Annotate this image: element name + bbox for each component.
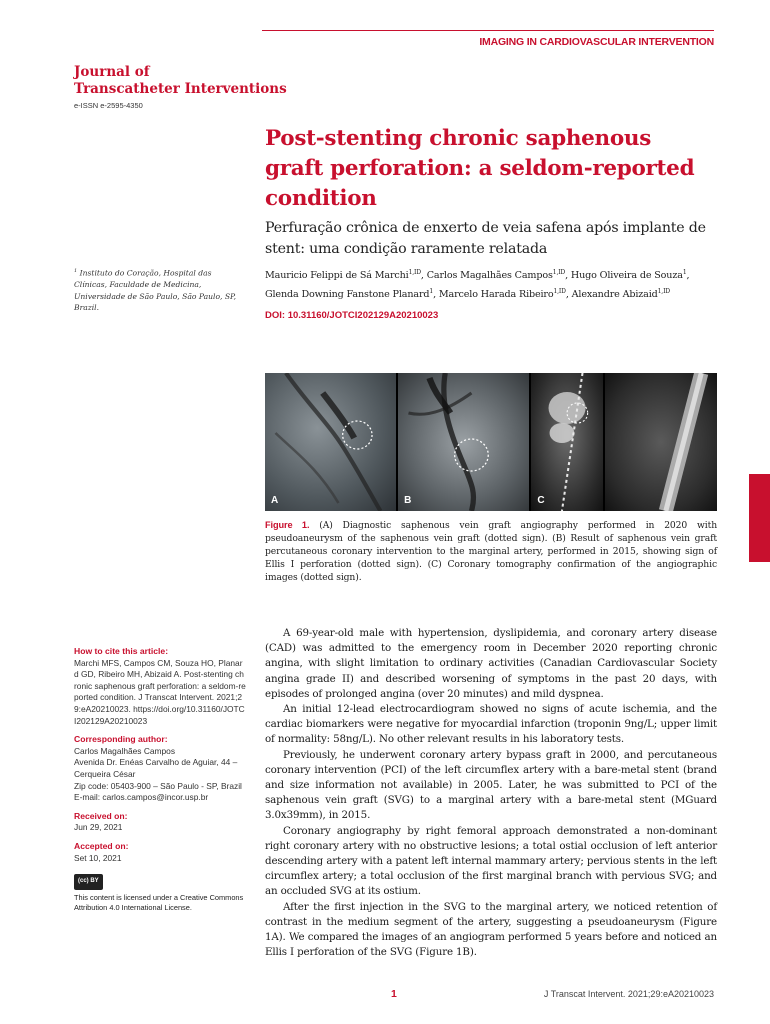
- author-name: Hugo Oliveira de Souza: [570, 270, 683, 282]
- body-paragraph: An initial 12-lead electrocardiogram showed no signs of acute ischemia, and the cardiac biomarkers were negative for myocardial infarction (troponin 9ng/L; upper limit of normality: 58ng/L). No other relevant results in his laboratory tests.: [265, 703, 717, 746]
- license-block: [74, 874, 246, 913]
- figure-caption-text: (A) Diagnostic saphenous vein graft angiography performed in 2020 with pseudoaneurysm of the saphenous vein graft (dotted sign). (B) Result of saphenous vein graft percutaneous coronary intervention to the marginal artery, performed in 2015, showing sign of Ellis I perforation (dotted sign). (C) Coronary tomography confirmation of the angiographic images (dotted sign).: [265, 520, 718, 583]
- affiliation-sup: 1: [74, 268, 78, 274]
- author-name: Alexandre Abizaid: [571, 289, 658, 301]
- accepted-date: Set 10, 2021: [74, 852, 122, 863]
- ct-c-image-right: [605, 373, 717, 511]
- angiogram-a-image: [265, 373, 396, 511]
- angiogram-b-image: [398, 373, 529, 511]
- author-list: Mauricio Felippi de Sá Marchi$^{1,ID}$, Carlos Magalhães Campos$^{1,ID}$, Hugo Oliveira de Souza$^1$, Glenda Downing Fanstone Planard$^1$, Marcelo Harada Ribeiro$^{1,ID}$, Alexandre Abizaid$^{1,ID}$: [265, 269, 690, 301]
- header-rule: [262, 30, 714, 31]
- figure-panel-c-right: [605, 373, 717, 511]
- journal-name[interactable]: [74, 64, 287, 98]
- corresponding-author-zip: Zip code: 05403-900 – São Paulo - SP, Brazil: [74, 780, 242, 791]
- journal-name-line2: Transcatheter Interventions: [74, 81, 287, 97]
- author-affiliation-sup: 1,ID: [552, 269, 566, 276]
- cc-by-icon[interactable]: (cc) BY: [74, 874, 103, 890]
- article-subtitle: Perfuração crônica de enxerto de veia safena após implante de stent: uma condição raramente relatada: [265, 220, 706, 257]
- citation-block: [74, 646, 246, 727]
- affiliation: [74, 266, 244, 314]
- figure-caption-label: Figure 1.: [265, 520, 310, 530]
- author-name: Mauricio Felippi de Sá Marchi: [265, 270, 409, 282]
- author-name: Marcelo Harada Ribeiro: [438, 289, 554, 301]
- page-number: 1: [391, 988, 397, 1000]
- doi-link[interactable]: DOI: 10.31160/JOTCI202129A20210023: [265, 310, 439, 321]
- figure-panel-b: [398, 373, 529, 511]
- issn: e-ISSN e-2595-4350: [74, 101, 143, 110]
- journal-name-line1: Journal of: [74, 64, 150, 80]
- author-affiliation-sup: 1,ID: [657, 288, 670, 296]
- figure-1: [265, 373, 717, 511]
- citation-heading: How to cite this article:: [74, 646, 169, 656]
- author-name: Glenda Downing Fanstone Planard: [265, 289, 430, 301]
- figure-caption: [265, 519, 717, 584]
- author-affiliation-sup: 1,ID: [553, 288, 566, 296]
- author-affiliation-sup: 1: [682, 269, 687, 276]
- received-date: Jun 29, 2021: [74, 822, 123, 833]
- corresponding-author-heading: Corresponding author:: [74, 734, 168, 745]
- citation-text[interactable]: Marchi MFS, Campos CM, Souza HO, Planard GD, Ribeiro MH, Abizaid A. Post-stenting chronic saphenous graft perforation: a seldom-reported condition. J Transcat Intervent. 2021;29:eA20210023. https://doi.org/10.31160/JOTCI202129A20210023: [74, 657, 246, 726]
- accepted-block: [74, 841, 246, 864]
- ct-c-image-left: [531, 373, 603, 511]
- body-paragraph: Coronary angiography by right femoral approach demonstrated a non-dominant right coronary artery with no obstructive lesions; a total ostial occlusion of left anterior descending artery with a patent left internal mammary artery; pervious stents in the left circumflex artery; a total occlusion of the first marginal branch with pervious SVG; and an occluded SVG at its ostium.: [265, 824, 717, 898]
- article-title: Post-stenting chronic saphenous graft perforation: a seldom-reported condition: [265, 126, 695, 211]
- received-block: [74, 811, 246, 834]
- affiliation-text: Instituto do Coração, Hospital das Clínicas, Faculdade de Medicina, Universidade de São Paulo, São Paulo, SP, Brazil.: [74, 268, 237, 313]
- author-affiliation-sup: 1: [429, 288, 434, 296]
- figure-panel-c-left: [531, 373, 603, 511]
- corresponding-author-block: [74, 734, 246, 804]
- figure-panel-a: [265, 373, 396, 511]
- panel-label-c: C: [537, 495, 545, 506]
- author-affiliation-sup: 1,ID: [408, 269, 421, 276]
- body-paragraph: Previously, he underwent coronary artery bypass graft in 2000, and percutaneous coronary intervention (PCI) of the left circumflex artery with a bare-metal stent (brand and size information not available) in 2005. Later, he was submitted to PCI of the saphenous vein graft (SVG) to a marginal artery with a bare-metal stent (MGuard 3.0x39mm), in 2015.: [265, 748, 717, 822]
- footer-citation: J Transcat Intervent. 2021;29:eA20210023: [543, 989, 714, 999]
- article-sidebar: [74, 646, 246, 913]
- body-paragraph: A 69-year-old male with hypertension, dyslipidemia, and coronary artery disease (CAD) was admitted to the emergency room in December 2020 reporting chronic angina, with slight limitation to ordinary activities (Canadian Cardiovascular Society angina grade II) and described worsening of symptoms in the past 20 days, with episodes of prolonged angina (over 20 minutes) and mild dyspnea.: [265, 627, 717, 700]
- license-text: This content is licensed under a Creative Commons Attribution 4.0 International License.: [74, 892, 244, 912]
- article-body: [265, 626, 717, 960]
- author-name: Carlos Magalhães Campos: [426, 270, 553, 282]
- received-heading: Received on:: [74, 810, 128, 821]
- panel-label-b: B: [404, 495, 412, 506]
- corresponding-author-address: Avenida Dr. Enéas Carvalho de Aguiar, 44 – Cerqueira César: [74, 757, 238, 779]
- body-paragraph: After the first injection in the SVG to the marginal artery, we noticed retention of contrast in the medium segment of the artery, suggesting a pseudoaneurysm (Figure 1A). We compared the images of an angiogram performed 5 years before and noticed an Ellis I perforation of the SVG (Figure 1B).: [265, 900, 717, 959]
- section-tag: IMAGING IN CARDIOVASCULAR INTERVENTION: [479, 36, 714, 48]
- panel-label-a: A: [271, 495, 279, 506]
- accepted-heading: Accepted on:: [74, 840, 129, 851]
- corresponding-author-name: Carlos Magalhães Campos: [74, 745, 176, 756]
- side-tab-marker: [749, 474, 770, 562]
- corresponding-author-email[interactable]: E-mail: carlos.campos@incor.usp.br: [74, 792, 209, 803]
